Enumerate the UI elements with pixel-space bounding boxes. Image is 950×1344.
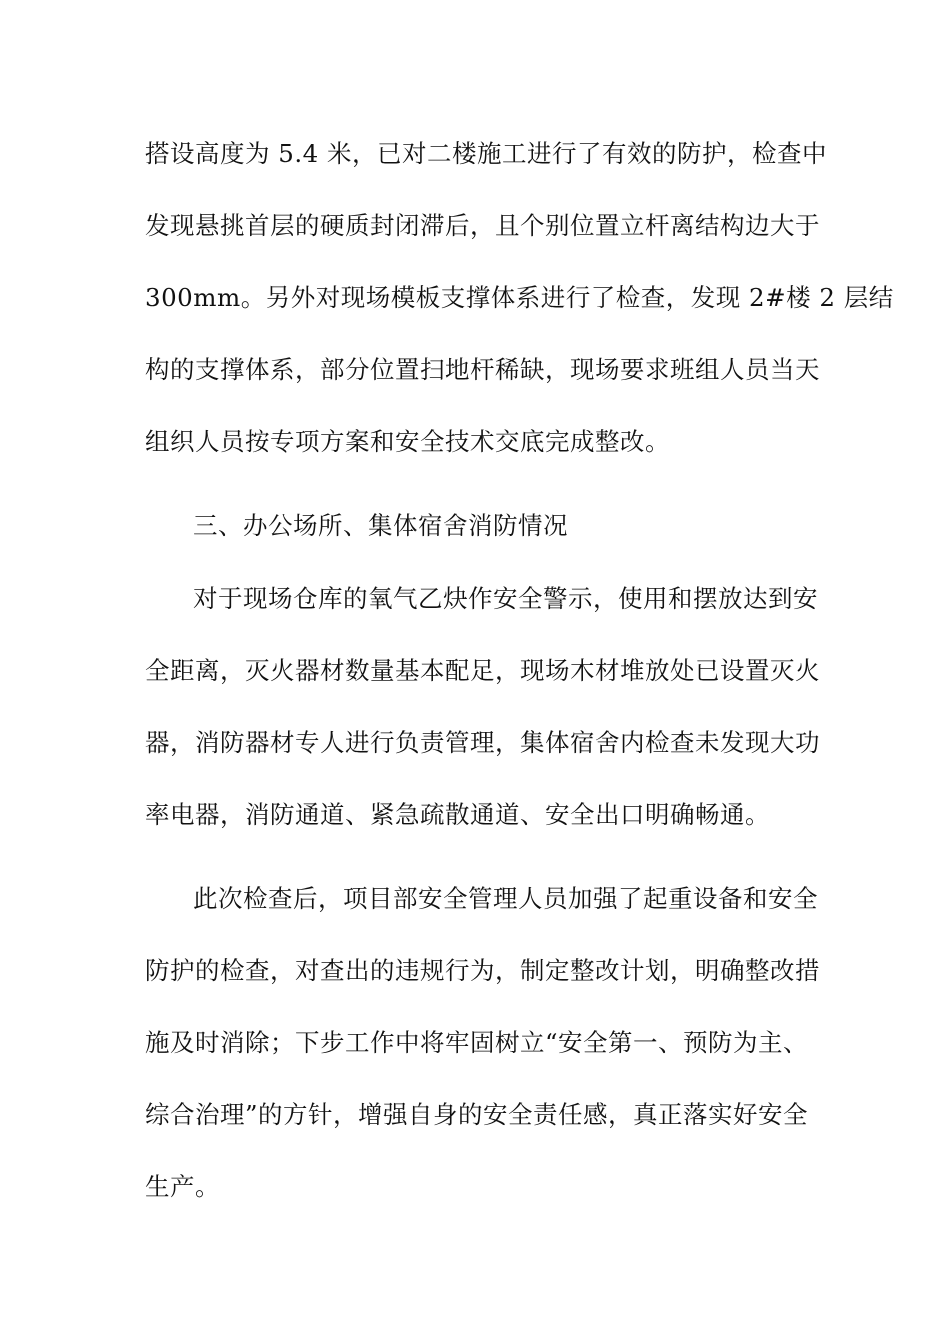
body-text-line: 对于现场仓库的氧气乙炔作安全警示，使用和摆放达到安: [193, 584, 818, 613]
body-text-line: 防护的检查，对查出的违规行为，制定整改计划，明确整改措: [145, 956, 820, 985]
body-text-line: 器，消防器材专人进行负责管理，集体宿舍内检查未发现大功: [145, 728, 820, 757]
body-text-line: 施及时消除；下步工作中将牢固树立“安全第一、预防为主、: [145, 1028, 809, 1057]
body-text-line: 搭设高度为 5.4 米，已对二楼施工进行了有效的防护，检查中: [145, 139, 828, 168]
body-text-line: 此次检查后，项目部安全管理人员加强了起重设备和安全: [193, 884, 818, 913]
body-text-line: 综合治理”的方针，增强自身的安全责任感，真正落实好安全: [145, 1100, 809, 1129]
body-text-line: 300mm。另外对现场模板支撑体系进行了检查，发现 2#楼 2 层结: [145, 283, 894, 312]
body-text-line: 生产。: [145, 1172, 220, 1201]
body-text-line: 组织人员按专项方案和安全技术交底完成整改。: [145, 427, 670, 456]
body-text-line: 全距离，灭火器材数量基本配足，现场木材堆放处已设置灭火: [145, 656, 820, 685]
body-text-line: 发现悬挑首层的硬质封闭滞后，且个别位置立杆离结构边大于: [145, 211, 820, 240]
body-text-line: 构的支撑体系，部分位置扫地杆稀缺，现场要求班组人员当天: [145, 355, 820, 384]
section-heading: 三、办公场所、集体宿舍消防情况: [193, 511, 568, 540]
body-text-line: 率电器，消防通道、紧急疏散通道、安全出口明确畅通。: [145, 800, 770, 829]
